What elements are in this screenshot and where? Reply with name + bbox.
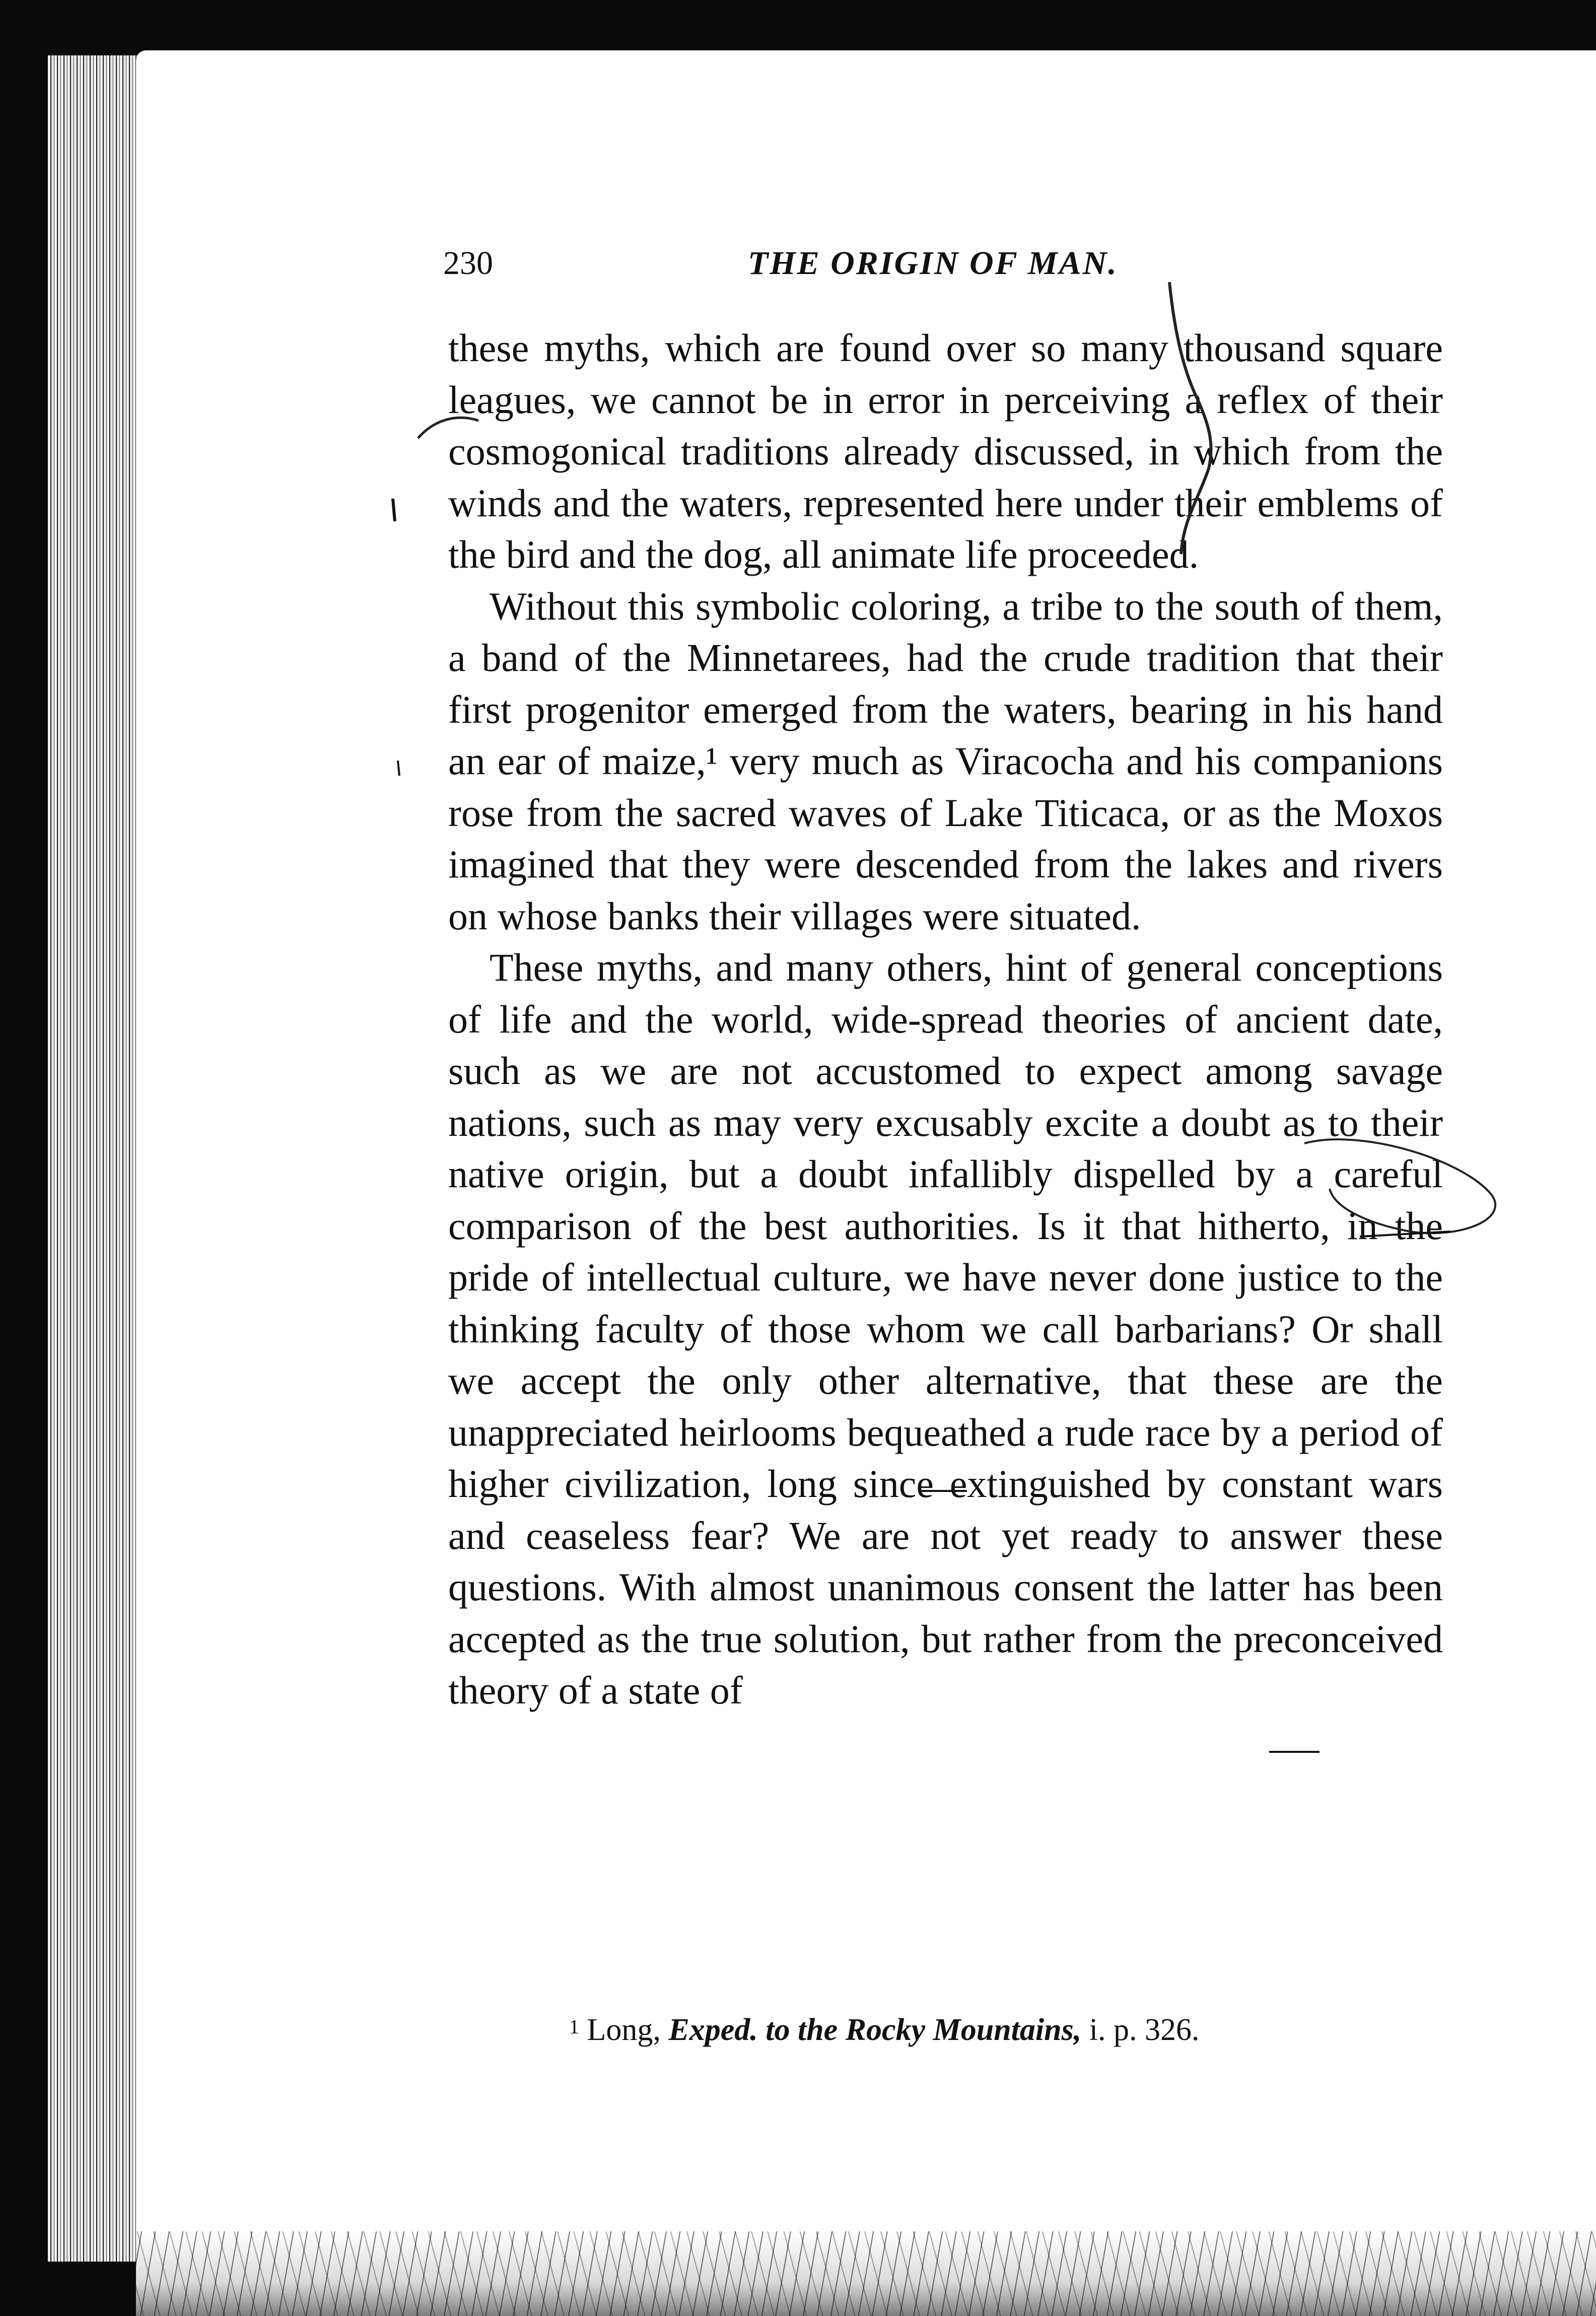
footnote-title: Exped. to the Rocky Mountains, bbox=[668, 2013, 1082, 2047]
page-number: 230 bbox=[443, 245, 493, 282]
footnote-ref: i. p. 326. bbox=[1089, 2013, 1200, 2047]
paragraph-2: Without this symbolic coloring, a tribe to the south of them, a band of the Minnetarees, had the crude tradition that their first progenitor emerged from the waters, bearing in his hand an ear of maize,¹ very much as Viracocha and his companions rose from the sacred waves of Lake Titicaca, or as the Moxos imagined that they were descended from the lakes and rivers on whose banks their villages were situated. bbox=[448, 584, 1443, 938]
footnote-author: Long, bbox=[587, 2013, 661, 2047]
book-page-edge bbox=[48, 55, 141, 2262]
scan-bottom-edge bbox=[136, 2231, 1596, 2316]
footnote-marker: 1 bbox=[569, 2015, 579, 2038]
paragraph-3: These myths, and many others, hint of general conceptions of life and the world, wide-spread theories of ancient date, such as we are not accustomed to expect among savage nations, such as may very excusably excite a doubt as to their native origin, but a doubt infallibly dispelled by a careful comparison of the best authorities. Is it that hitherto, in the pride of intellectual culture, we have never done justice to the thinking faculty of those whom we call barbarians? Or shall we accept the only other alternative, that these are the unappreciated heirlooms bequeathed a rude race by a period of higher civilization, long since extinguished by constant wars and ceaseless fear? We are not yet ready to answer these questions. With almost unanimous consent the latter has been accepted as the true solution, but rather from the preconceived theory of a state of bbox=[448, 945, 1443, 1712]
footnote bbox=[569, 2010, 1425, 2050]
running-head: THE ORIGIN OF MAN. bbox=[748, 245, 1118, 282]
page-header bbox=[443, 244, 1450, 290]
body-text bbox=[448, 322, 1443, 1717]
paragraph-1: these myths, which are found over so many thousand square leagues, we cannot be in error in perceiving a reflex of their cosmogonical traditions already discussed, in which from the winds and the waters, represented here under their emblems of the bird and the dog, all animate life proceeded. bbox=[448, 326, 1443, 576]
